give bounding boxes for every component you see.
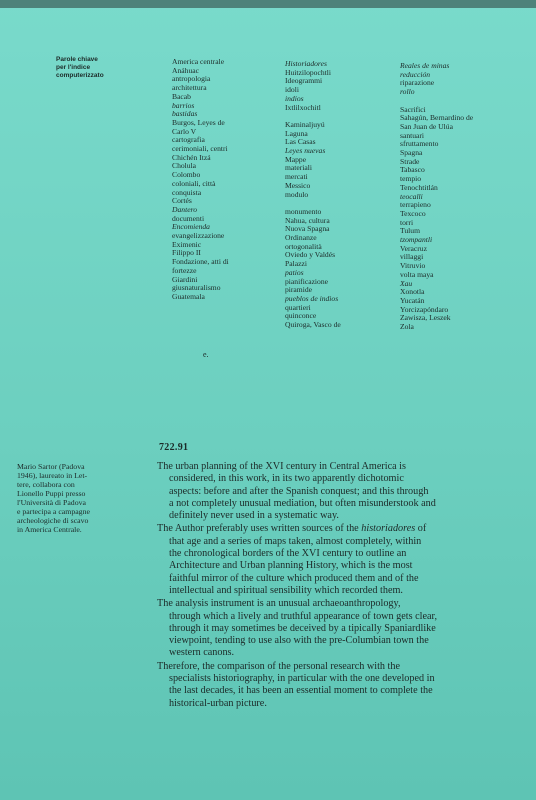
keyword-item: Sacrifici bbox=[400, 104, 426, 114]
keyword-item: Colombo bbox=[172, 170, 201, 180]
keyword-item: patios bbox=[285, 267, 304, 277]
keyword-item: Strade bbox=[400, 156, 420, 166]
keyword-item: cartografia bbox=[172, 135, 205, 145]
keyword-item: bastidas bbox=[172, 109, 198, 119]
description-paragraph bbox=[157, 523, 529, 597]
keyword-item: Yucatán bbox=[400, 295, 425, 305]
bio-line: archeologiche di scavo bbox=[17, 516, 89, 525]
keyword-item: rollo bbox=[400, 87, 415, 97]
keyword-item: Anáhuac bbox=[172, 65, 199, 75]
bio-line: in America Centrale. bbox=[17, 525, 82, 534]
description-line: Therefore, the comparison of the personal research with the bbox=[157, 660, 400, 672]
keyword-item: America centrale bbox=[172, 57, 225, 66]
bio-line: Mario Sartor (Padova bbox=[17, 462, 85, 471]
keyword-item: Cholula bbox=[172, 161, 197, 171]
keyword-item: Xau bbox=[400, 278, 413, 288]
keyword-item: monumento bbox=[285, 206, 322, 216]
keyword-item: Sahagún, Bernardino de bbox=[400, 113, 474, 123]
description-paragraph bbox=[157, 661, 529, 710]
keyword-item: Dantero bbox=[172, 204, 198, 214]
keyword-item: pianificazione bbox=[285, 276, 329, 286]
keyword-item: Kaminaljuyú bbox=[285, 119, 325, 129]
keyword-item: Zola bbox=[400, 322, 414, 332]
keyword-item: torri bbox=[400, 217, 414, 227]
keyword-item: Historiadores bbox=[285, 59, 327, 68]
index-label-line: Parole chiave bbox=[56, 56, 98, 63]
keyword-item: tempio bbox=[400, 174, 422, 184]
keyword-item: terrapieno bbox=[400, 200, 431, 210]
description-paragraph bbox=[157, 461, 529, 522]
trailing-mark: e. bbox=[203, 350, 209, 359]
keyword-item: Burgos, Leyes de bbox=[172, 117, 225, 127]
keyword-item: modulo bbox=[285, 189, 309, 199]
keyword-item: Giardini bbox=[172, 274, 198, 284]
keyword-item: barrios bbox=[172, 100, 195, 110]
index-label-line: computerizzato bbox=[56, 72, 104, 79]
description-line: the chronological borders of the XVI century to outline an bbox=[169, 548, 407, 560]
keyword-item: conquista bbox=[172, 187, 202, 197]
description-line: considered, in this work, in its two apparently dichotomic bbox=[169, 473, 404, 485]
keyword-item: fortezze bbox=[172, 265, 197, 275]
description-line: through which a lively and truthful appearance of town gets clear, bbox=[169, 610, 438, 622]
keyword-item: pueblos de indios bbox=[285, 293, 339, 303]
keyword-item: Texcoco bbox=[400, 208, 426, 218]
keyword-item: cerimoniali, centri bbox=[172, 144, 228, 154]
keyword-item: Nahua, cultura bbox=[285, 215, 330, 225]
keyword-item: ortogonalità bbox=[285, 241, 322, 251]
keyword-item: sfruttamento bbox=[400, 139, 439, 149]
description-line: western canons. bbox=[169, 647, 235, 659]
index-keywords-label bbox=[56, 56, 146, 80]
keyword-item: Leyes nuevas bbox=[285, 146, 326, 156]
description-line: The urban planning of the XVI century in Central America is bbox=[157, 461, 406, 472]
keyword-item: Spagna bbox=[400, 148, 423, 158]
keyword-item: Las Casas bbox=[285, 137, 316, 147]
keyword-item: Laguna bbox=[285, 128, 308, 138]
description-line: aspects: before and after the Spanish conquest; and this through bbox=[169, 485, 429, 497]
keyword-item: Fondazione, atti di bbox=[172, 257, 229, 267]
keyword-item: Tenochtitlán bbox=[400, 182, 438, 192]
description-line: viewpoint, tending to use also with the pre-Columbian town the bbox=[169, 635, 429, 647]
keywords-column-1 bbox=[172, 58, 272, 302]
keyword-item: villaggi bbox=[400, 252, 424, 262]
keyword-item: tzompantli bbox=[400, 235, 433, 245]
keyword-item: materiali bbox=[285, 163, 312, 173]
keyword-item: Messico bbox=[285, 180, 311, 190]
keywords-column-2 bbox=[285, 60, 395, 330]
keyword-item: Palazzi bbox=[285, 259, 307, 269]
keyword-item: coloniali, città bbox=[172, 178, 216, 188]
keyword-item: Xonotla bbox=[400, 287, 425, 297]
keyword-item: Ideogrammi bbox=[285, 76, 323, 86]
keyword-item: reducción bbox=[400, 69, 431, 79]
book-description bbox=[157, 461, 529, 711]
keyword-item: Zawisza, Leszek bbox=[400, 313, 451, 323]
description-line: that age and a series of maps taken, almost completely, within bbox=[169, 535, 422, 547]
keyword-item: Yorcizapóndaro bbox=[400, 304, 449, 314]
description-line: faithful mirror of the culture which produced them and of the bbox=[169, 572, 419, 584]
keyword-item: Nuova Spagna bbox=[285, 224, 330, 234]
cover-top-edge bbox=[0, 0, 536, 8]
keyword-item: Oviedo y Valdés bbox=[285, 250, 336, 260]
keyword-item: quartieri bbox=[285, 302, 311, 312]
keyword-item: teocalli bbox=[400, 191, 423, 201]
keyword-item: Tabasco bbox=[400, 165, 425, 175]
keyword-item: piramide bbox=[285, 285, 312, 295]
keyword-item: santuari bbox=[400, 130, 425, 140]
description-line: definitely never used in a systematic way. bbox=[169, 510, 339, 522]
keyword-item: Filippo II bbox=[172, 248, 201, 258]
description-line: The Author preferably uses written sources of the historiadores of bbox=[157, 523, 427, 535]
description-line: historical-urban picture. bbox=[169, 697, 267, 709]
keyword-item: Vitruvio bbox=[400, 261, 426, 271]
bio-line: e partecipa a campagne bbox=[17, 507, 90, 516]
keyword-item: Guatemala bbox=[172, 291, 205, 301]
bio-line: Lionello Puppi presso bbox=[17, 489, 86, 498]
keyword-item: quinconce bbox=[285, 311, 317, 321]
keyword-item: indios bbox=[285, 93, 304, 103]
catalog-code: 722.91 bbox=[159, 442, 189, 453]
bio-line: tere, collabora con bbox=[17, 480, 75, 489]
bio-line: 1946), laureato in Let- bbox=[17, 471, 88, 480]
keyword-item: Carlo V bbox=[172, 126, 197, 136]
keyword-item: mercati bbox=[285, 172, 308, 182]
keyword-item: Chichén Itzá bbox=[172, 152, 211, 162]
keyword-item: Huitzilopochtli bbox=[285, 67, 331, 77]
bio-line: l'Università di Padova bbox=[17, 498, 86, 507]
keyword-item: architettura bbox=[172, 83, 207, 93]
keyword-item: idoli bbox=[285, 85, 299, 95]
keyword-item: riparazione bbox=[400, 78, 435, 88]
keyword-item: volta maya bbox=[400, 269, 434, 279]
description-line: The analysis instrument is an unusual archaeoanthropology, bbox=[157, 598, 401, 610]
keyword-item: Cortés bbox=[172, 196, 192, 206]
description-line: a not completely unusual mediation, but often misunderstook and bbox=[169, 497, 436, 509]
keyword-item: evangelizzazione bbox=[172, 231, 225, 241]
keyword-item: Encomienda bbox=[172, 222, 210, 232]
keyword-item: documenti bbox=[172, 213, 205, 223]
keyword-item: Quiroga, Vasco de bbox=[285, 320, 341, 330]
keyword-item: Tulum bbox=[400, 226, 420, 236]
keyword-item: antropologia bbox=[172, 74, 211, 84]
keyword-item: Bacab bbox=[172, 91, 191, 101]
description-line: through it may sometimes be deceived by a tipically Spaniardlike bbox=[169, 622, 436, 634]
keyword-item: Ordinanze bbox=[285, 233, 317, 243]
keyword-item: Veracruz bbox=[400, 243, 427, 253]
description-line: the last decades, it has been an essential moment to complete the bbox=[169, 685, 433, 697]
keywords-column-3 bbox=[400, 62, 510, 332]
index-label-line: per l'indice bbox=[56, 64, 91, 71]
description-line: specialists historiography, in particular with the one developed in bbox=[169, 673, 435, 685]
author-bio bbox=[17, 462, 147, 534]
keyword-item: Mappe bbox=[285, 154, 307, 164]
keyword-item: Ixtlilxochitl bbox=[285, 102, 321, 112]
description-line: Architecture and Urban planning History, which is the most bbox=[169, 560, 413, 572]
description-line: intellectual and spiritual sensibility which recorded them. bbox=[169, 584, 403, 596]
description-paragraph bbox=[157, 598, 529, 659]
keyword-item: giusnaturalismo bbox=[172, 283, 221, 293]
keyword-item: San Juan de Ulúa bbox=[400, 121, 453, 131]
keyword-item: Eximenic bbox=[172, 239, 202, 249]
keyword-item: Reales de minas bbox=[400, 61, 450, 70]
